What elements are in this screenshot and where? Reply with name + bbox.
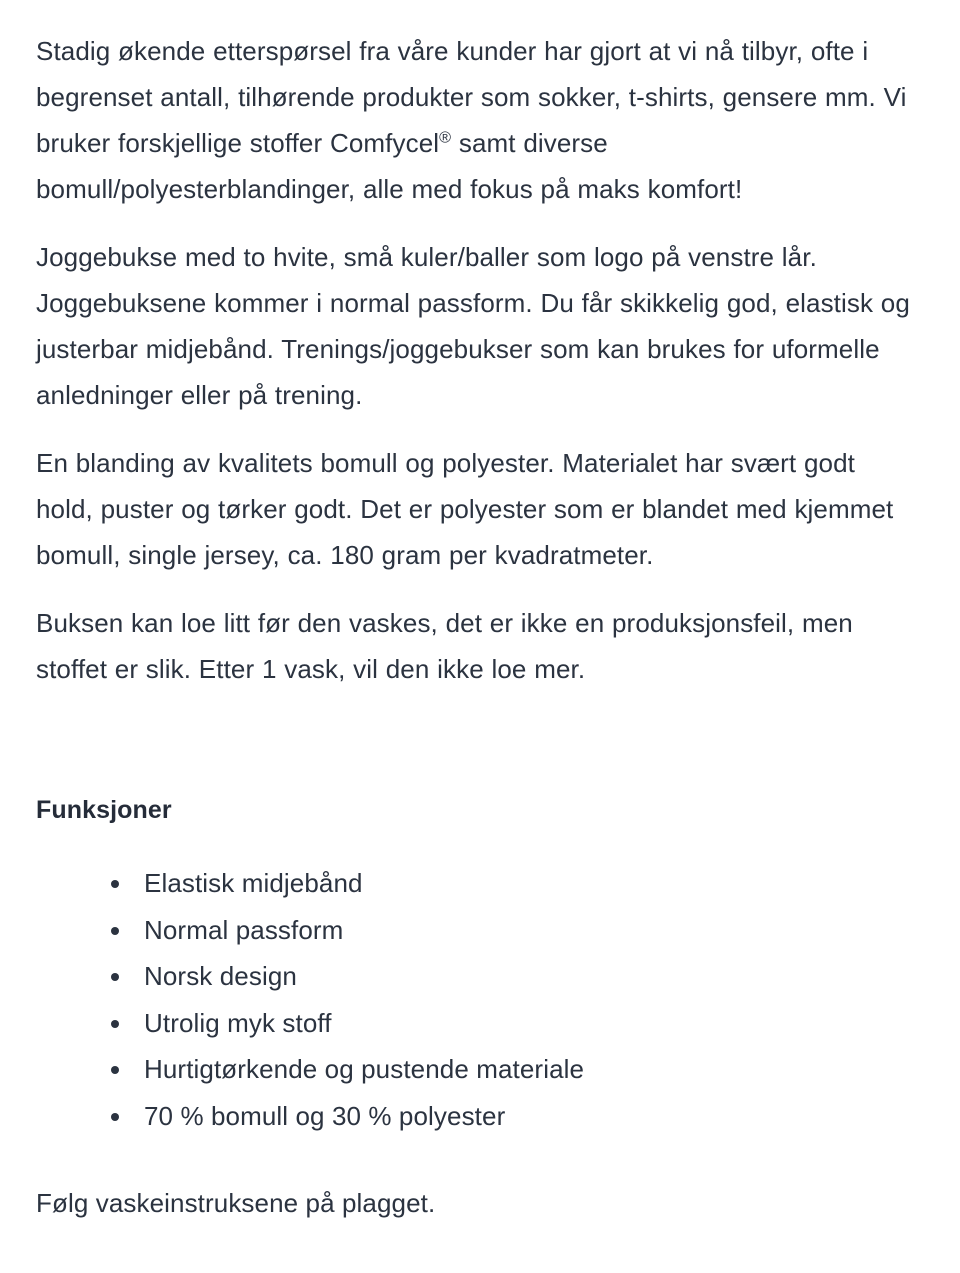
- care-instructions-note: Følg vaskeinstruksene på plagget.: [36, 1188, 436, 1218]
- list-item-label: Hurtigtørkende og pustende materiale: [144, 1054, 585, 1084]
- bullet-dot-icon: [111, 880, 119, 888]
- features-list: [36, 860, 924, 1139]
- list-item-label: Norsk design: [144, 961, 297, 991]
- bullet-dot-icon: [111, 973, 119, 981]
- list-item-label: Elastisk midjebånd: [144, 868, 363, 898]
- features-heading: Funksjoner: [36, 796, 172, 824]
- paragraph-intro-text-after-mark: samt diverse bomull/polyesterblandinger, alle med fokus på maks komfort!: [36, 128, 743, 204]
- bullet-dot-icon: [111, 1020, 119, 1028]
- paragraph-lint: Buksen kan loe litt før den vaskes, det er ikke en produksjonsfeil, men stoffet er slik. Etter 1 vask, vil den ikke loe mer.: [36, 608, 853, 684]
- list-item: [111, 953, 924, 1000]
- list-item: [111, 1093, 924, 1140]
- list-item-label: Normal passform: [144, 914, 344, 945]
- list-item: [111, 1000, 924, 1047]
- paragraph-intro: [36, 28, 916, 212]
- list-item-label: Utrolig myk stoff: [144, 1007, 332, 1038]
- paragraph-fit: Joggebukse med to hvite, små kuler/baller som logo på venstre lår. Joggebuksene kommer i normal passform. Du får skikkelig god, elastisk og justerbar midjebånd. Trenings/joggebukser som kan brukes for uformelle anledninger eller på trening.: [36, 242, 910, 410]
- registered-trademark-icon: ®: [439, 128, 452, 147]
- features-section: [36, 794, 924, 1139]
- bullet-dot-icon: [111, 927, 119, 935]
- bullet-dot-icon: [111, 1113, 119, 1121]
- description-section: [36, 28, 916, 692]
- list-item: [111, 907, 924, 954]
- list-item: [111, 860, 924, 907]
- closing-section: [36, 1180, 924, 1226]
- paragraph-intro-text-before-mark: Stadig økende etterspørsel fra våre kunder har gjort at vi nå tilbyr, ofte i begrenset antall, tilhørende produkter som sokker, t-shirts, gensere mm. Vi bruker forskjellige stoffer Comfycel: [36, 36, 907, 158]
- list-item-label: 70 % bomull og 30 % polyester: [144, 1100, 506, 1131]
- bullet-dot-icon: [111, 1066, 119, 1074]
- list-item: [111, 1046, 924, 1093]
- paragraph-material: En blanding av kvalitets bomull og polyester. Materialet har svært godt hold, puster og tørker godt. Det er polyester som er blandet med kjemmet bomull, single jersey, ca. 180 gram per kvadratmeter.: [36, 448, 894, 570]
